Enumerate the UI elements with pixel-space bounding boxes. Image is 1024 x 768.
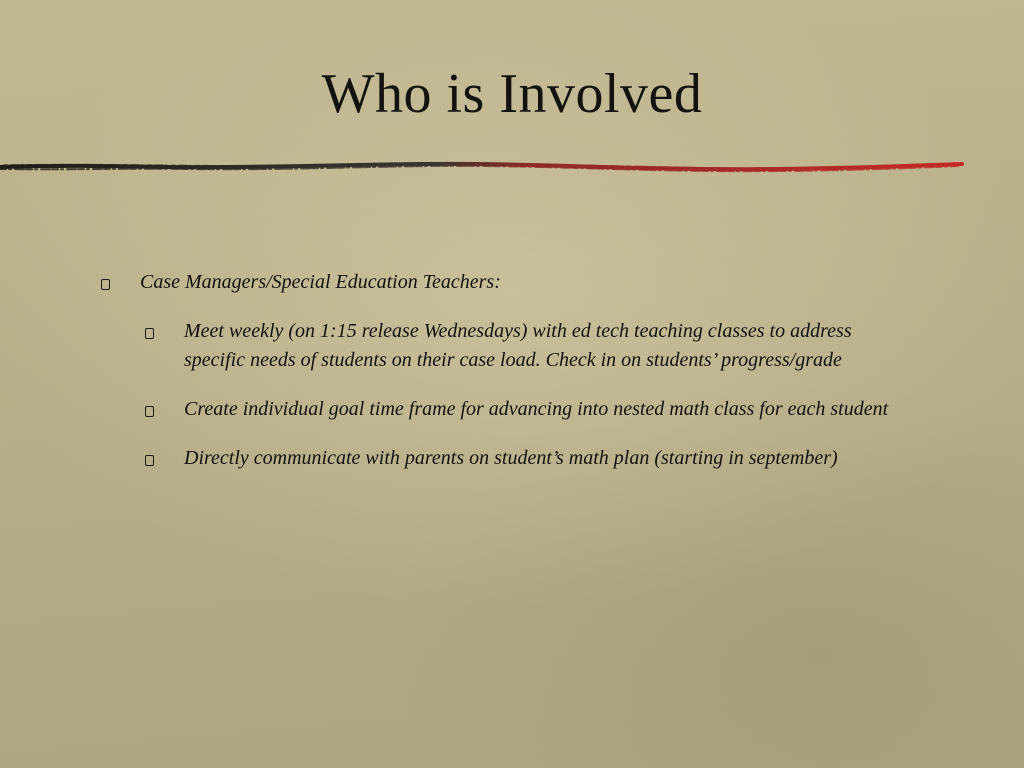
title-divider xyxy=(0,152,1024,184)
slide-title: Who is Involved xyxy=(321,63,703,125)
sub-bullet-text: Directly communicate with parents on student’s math plan (starting in september) xyxy=(184,447,838,469)
bullet-list xyxy=(0,268,1024,473)
bullet-text: Case Managers/Special Education Teachers: xyxy=(140,271,501,293)
sub-bullet-item xyxy=(184,444,914,473)
bullet-item xyxy=(0,268,1024,297)
sub-bullet-item xyxy=(184,395,914,424)
sub-bullet-text: Meet weekly (on 1:15 release Wednesdays) with ed tech teaching classes to address specific needs of students on their case load. Check in on students’ progress/grade xyxy=(184,320,852,371)
hollow-square-bullet-icon xyxy=(145,328,154,339)
sub-bullet-text: Create individual goal time frame for advancing into nested math class for each student xyxy=(184,398,889,420)
sub-bullet-item xyxy=(184,317,914,375)
hollow-square-bullet-icon xyxy=(145,455,154,466)
hollow-square-bullet-icon xyxy=(101,279,110,290)
hollow-square-bullet-icon xyxy=(145,406,154,417)
